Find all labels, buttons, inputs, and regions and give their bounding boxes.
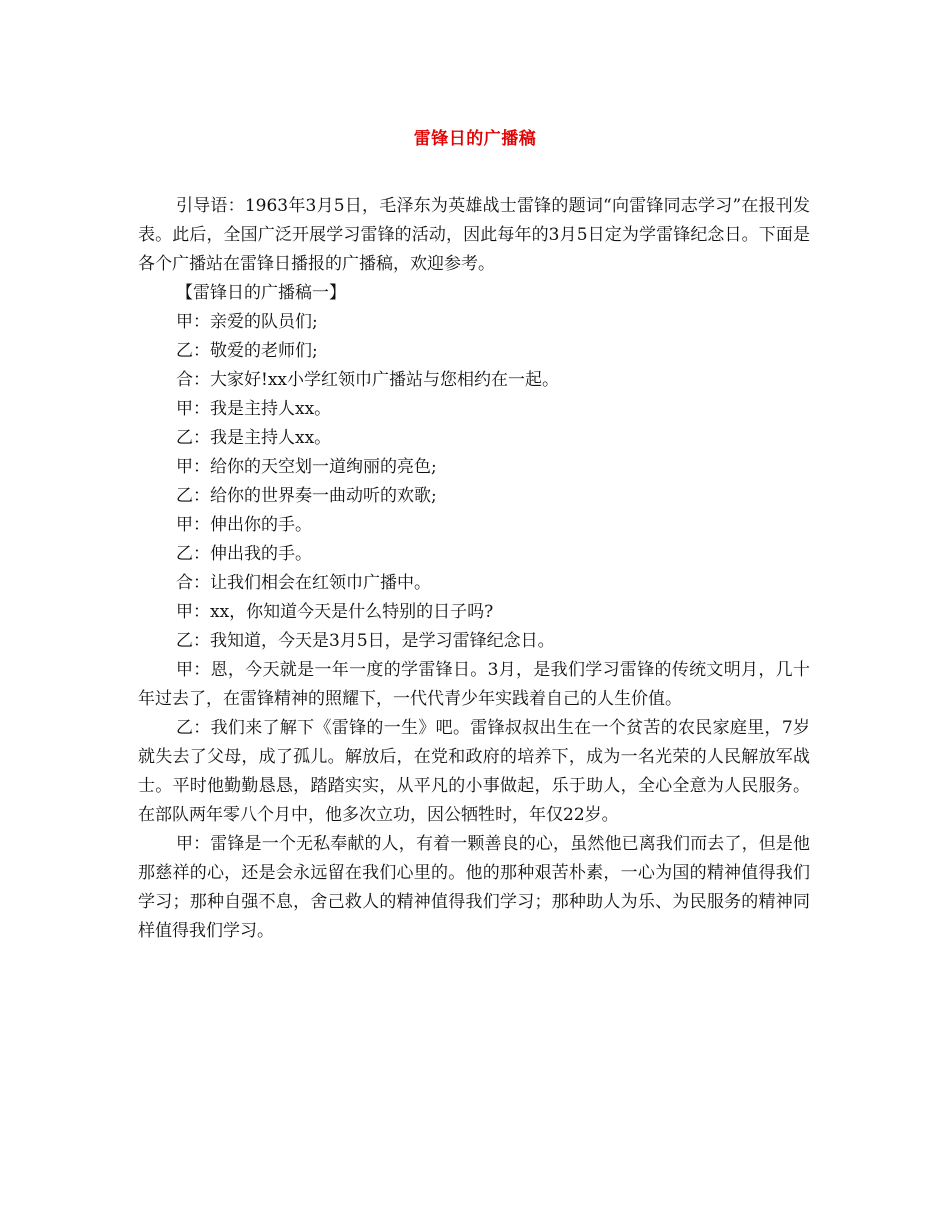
dialogue-line: 合：大家好!xx小学红领巾广播站与您相约在一起。 — [176, 370, 560, 390]
dialogue-line: 乙：给你的世界奏一曲动听的欢歌; — [176, 486, 437, 506]
dialogue-line: 甲：伸出你的手。 — [176, 515, 312, 535]
dialogue-line: 乙：我知道，今天是3月5日，是学习雷锋纪念日。 — [176, 631, 555, 651]
document-title: 雷锋日的广播稿 — [413, 129, 537, 149]
dialogue-line: 甲：给你的天空划一道绚丽的亮色; — [176, 457, 437, 477]
dialogue-line: 乙：敬爱的老师们; — [176, 341, 318, 361]
paragraph-intro: 引导语：1963年3月5日，毛泽东为英雄战士雷锋的题词“向雷锋同志学习”在报刊发表。此后，全国广泛开展学习雷锋的活动，因此每年的3月5日定为学雷锋纪念日。下面是各个广播站在雷锋日播报的广播稿，欢迎参考。 — [138, 196, 810, 274]
document-body — [138, 192, 810, 946]
dialogue-line: 合：让我们相会在红领巾广播中。 — [176, 573, 431, 593]
section-heading: 【雷锋日的广播稿一】 — [176, 283, 346, 303]
dialogue-paragraph: 甲：恩，今天就是一年一度的学雷锋日。3月，是我们学习雷锋的传统文明月，几十年过去了，在雷锋精神的照耀下，一代代青少年实践着自己的人生价值。 — [138, 660, 810, 709]
dialogue-line: 甲：我是主持人xx。 — [176, 399, 332, 419]
dialogue-line: 乙：伸出我的手。 — [176, 544, 312, 564]
dialogue-paragraph: 甲：雷锋是一个无私奉献的人，有着一颗善良的心，虽然他已离我们而去了，但是他那慈祥的心，还是会永远留在我们心里的。他的那种艰苦朴素，一心为国的精神值得我们学习；那种自强不息，舍己救人的精神值得我们学习；那种助人为乐、为民服务的精神同样值得我们学习。 — [138, 834, 810, 941]
dialogue-paragraph: 乙：我们来了解下《雷锋的一生》吧。雷锋叔叔出生在一个贫苦的农民家庭里，7岁就失去了父母，成了孤儿。解放后，在党和政府的培养下，成为一名光荣的人民解放军战士。平时他勤勤恳恳，踏踏实实，从平凡的小事做起，乐于助人，全心全意为人民服务。在部队两年零八个月中，他多次立功，因公牺牲时，年仅22岁。 — [138, 718, 810, 825]
dialogue-line: 甲：亲爱的队员们; — [176, 312, 318, 332]
dialogue-line: 甲：xx，你知道今天是什么特别的日子吗? — [176, 602, 494, 622]
dialogue-line: 乙：我是主持人xx。 — [176, 428, 332, 448]
